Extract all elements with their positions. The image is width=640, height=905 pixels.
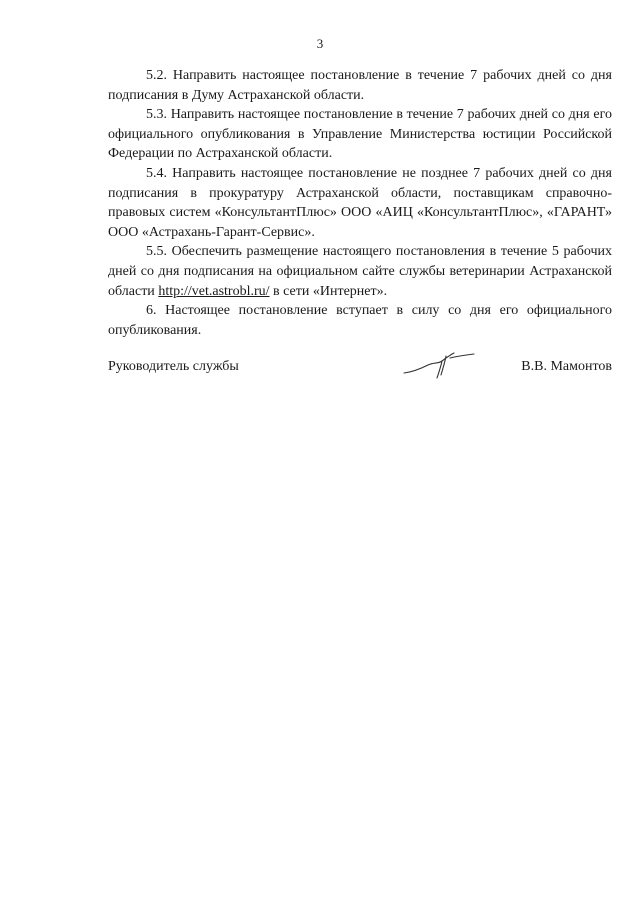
document-body <box>108 66 612 340</box>
paragraph-5-4: 5.4. Направить настоящее постановление не позднее 7 рабочих дней со дня подписания в прокуратуру Астраханской области, поставщикам справочно-правовых систем «КонсультантПлюс» ООО «АИЦ «КонсультантПлюс», «ГАРАНТ» ООО «Астрахань-Гарант-Сервис». <box>108 165 612 240</box>
paragraph-5-5-text-end: в сети «Интернет». <box>269 283 388 299</box>
paragraph-6: 6. Настоящее постановление вступает в силу со дня его официального опубликования. <box>108 303 612 338</box>
website-link[interactable]: http://vet.astrobl.ru/ <box>158 283 270 299</box>
signature-block <box>108 346 612 386</box>
handwritten-signature <box>398 346 478 380</box>
page-number: 3 <box>316 36 324 51</box>
paragraph-5-2: 5.2. Направить настоящее постановление в течение 7 рабочих дней со дня подписания в Думу Астраханской области. <box>108 68 612 103</box>
paragraph-5-5 <box>108 242 612 301</box>
paragraph-5-5-text-start: 5.5. Обеспечить размещение настоящего постановления в течение 5 рабочих дней со дня подписания на официальном сайте службы ветеринарии Астраханской области <box>108 244 612 299</box>
signer-position: Руководитель службы <box>108 359 239 374</box>
signer-name: В.В. Мамонтов <box>521 359 612 374</box>
paragraph-5-3: 5.3. Направить настоящее постановление в течение 7 рабочих дней со дня его официального опубликования в Управление Министерства юстиции Российской Федерации по Астраханской области. <box>108 107 612 162</box>
